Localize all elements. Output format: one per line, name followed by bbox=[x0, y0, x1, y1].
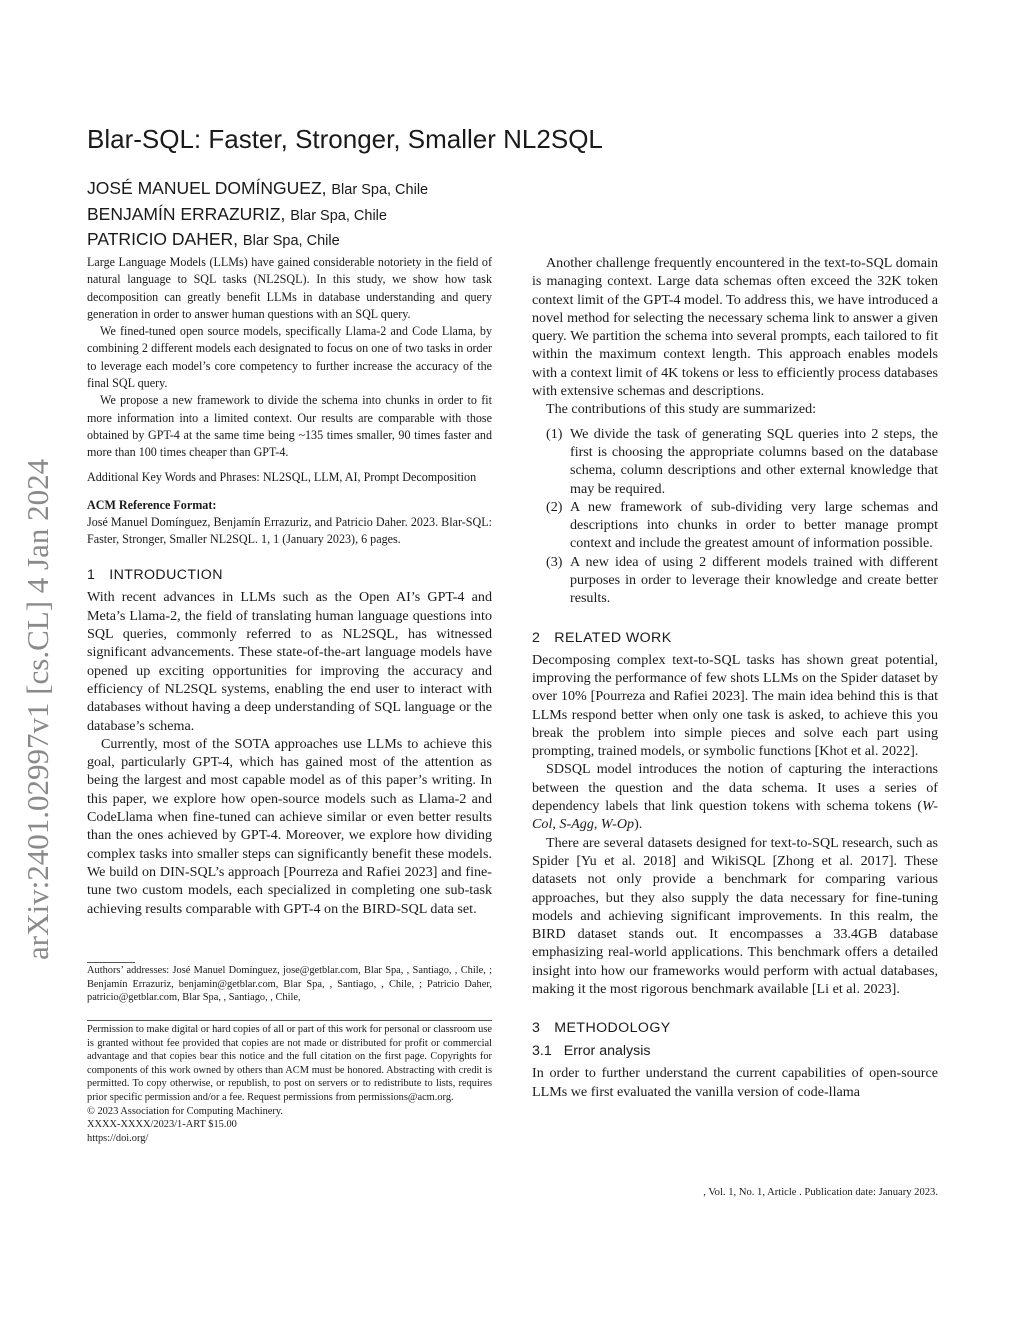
doi-link[interactable]: https://doi.org/ bbox=[87, 1132, 149, 1144]
text-run: ). bbox=[634, 816, 643, 833]
context-paragraph: Another challenge frequently encountered in the text-to-SQL domain is managing context. Large data schemas often exceed the 32K token context limit of the GPT-4 model. To address this, we have introduced a novel method for selecting the necessary schema link to answer a given query. We partition the schema into several prompts, each tailored to fit within the maximum context length. This approach enables models with a context limit of 4K tokens or less to efficiently process databases with extensive schemas and descriptions. bbox=[532, 255, 938, 400]
author-3 bbox=[87, 228, 428, 254]
contribution-item bbox=[532, 425, 938, 498]
acm-reference: José Manuel Domínguez, Benjamín Errazuriz, and Patricio Daher. 2023. Blar-SQL: Faster, Stronger, Smaller NL2SQL. 1, 1 (January 2023), 6 pages. bbox=[87, 514, 492, 547]
text-run: SDSQL model introduces the notion of capturing the interactions between the question and the data schema. It uses a series of dependency labels that link question tokens with schema tokens ( bbox=[532, 761, 938, 815]
author-1 bbox=[87, 177, 428, 203]
item-number: (2) bbox=[546, 498, 563, 515]
permission-rule bbox=[87, 1020, 492, 1021]
section-heading bbox=[87, 567, 492, 583]
text-run: , bbox=[593, 816, 601, 833]
abstract-paragraph-2: We fined-tuned open source models, specifically Llama-2 and Code Llama, by combining 2 different models each designated to focus on one of two tasks in order to leverage each model’s core competency to further increase the accuracy of the final SQL query. bbox=[87, 324, 492, 391]
methodology-paragraph-1: In order to further understand the current capabilities of open-source LLMs we first evaluated the vanilla version of code-llama bbox=[532, 1065, 938, 1100]
item-number: (3) bbox=[546, 553, 563, 570]
section-heading bbox=[532, 1020, 938, 1036]
permission-notice bbox=[87, 1023, 492, 1145]
left-column bbox=[87, 254, 492, 918]
section-heading bbox=[532, 630, 938, 646]
subsection-heading bbox=[532, 1043, 938, 1059]
author-1-affiliation: Blar Spa, Chile bbox=[331, 182, 429, 198]
arxiv-stamp-text: arXiv:2401.02997v1 [cs.CL] 4 Jan 2024 bbox=[20, 458, 55, 960]
contribution-item bbox=[532, 553, 938, 608]
contributions-list bbox=[532, 425, 938, 608]
related-paragraph-1: Decomposing complex text-to-SQL tasks has shown great potential, improving the performance of few shots LLMs on the Spider dataset by over 10% [Pourreza and Rafiei 2023]. The main idea behind this is that LLMs respond better when only one task is asked, to achieve this you break the problem into simple pieces and solve each part using prompting, trained models, or symbolic functions [Khot et al. 2022]. bbox=[532, 651, 938, 760]
acm-reference-heading: ACM Reference Format: bbox=[87, 497, 217, 512]
author-2 bbox=[87, 203, 428, 229]
label-w-op: W-Op bbox=[600, 816, 635, 833]
keywords: Additional Key Words and Phrases: NL2SQL, LLM, AI, Prompt Decomposition bbox=[87, 469, 477, 484]
subsection-number: 3.1 bbox=[532, 1043, 552, 1060]
intro-paragraph-2: Currently, most of the SOTA approaches use LLMs to achieve this goal, particularly GPT-4, which has gained most of the attention as being the largest and most capable model as of this paper’s writing. In this paper, we explore how open-source models such as Llama-2 and CodeLlama when fine-tuned can achieve similar or even better results than the ones achieved by GPT-4. Moreover, we explore how dividing complex tasks into smaller steps can significantly benefit these models. We build on DIN-SQL’s approach [Pourreza and Rafiei 2023] and fine-tune two custom models, each specialized in completing one sub-task achieving results comparable with GPT-4 on the BIRD-SQL data set. bbox=[87, 735, 492, 917]
author-3-name: PATRICIO DAHER, bbox=[87, 229, 239, 250]
item-text: We divide the task of generating SQL queries into 2 steps, the first is choosing the appropriate columns based on the database schema, column descriptions and other external knowledge that may be required. bbox=[570, 425, 938, 497]
section-number: 2 bbox=[532, 629, 541, 646]
item-text: A new framework of sub-dividing very large schemas and descriptions into chunks in order to better manage prompt context and include the greatest amount of information possible. bbox=[570, 498, 938, 552]
item-number: (1) bbox=[546, 425, 563, 442]
related-paragraph-2 bbox=[532, 760, 938, 833]
author-1-name: JOSÉ MANUEL DOMÍNGUEZ, bbox=[87, 178, 327, 198]
item-text: A new idea of using 2 different models trained with different purposes in order to leverage their knowledge and create better results. bbox=[570, 553, 938, 607]
author-2-name: BENJAMÍN ERRAZURIZ, bbox=[87, 203, 286, 224]
abstract bbox=[87, 254, 492, 462]
footnote-rule bbox=[87, 962, 135, 963]
author-addresses: Authors’ addresses: José Manuel Domínguez, jose@getblar.com, Blar Spa, , Santiago, , Chile, ; Benjamín Errazuriz, benjamin@getblar.com, Blar Spa, , Santiago, , Chile, ; Patricio Daher, patricio@getblar.com, Blar Spa, , Santiago, , Chile, bbox=[87, 965, 492, 1004]
label-s-agg: S-Agg bbox=[559, 816, 594, 833]
label-w-col: W-Col bbox=[532, 798, 938, 833]
section-title: METHODOLOGY bbox=[554, 1020, 671, 1037]
section-introduction bbox=[87, 567, 492, 917]
copyright-line: © 2023 Association for Computing Machinery. bbox=[87, 1105, 283, 1117]
section-title: RELATED WORK bbox=[554, 629, 672, 646]
publication-footer: , Vol. 1, No. 1, Article . Publication date: January 2023. bbox=[703, 1187, 938, 1198]
section-methodology bbox=[532, 1020, 938, 1101]
author-2-affiliation: Blar Spa, Chile bbox=[290, 207, 387, 224]
section-number: 3 bbox=[532, 1020, 541, 1037]
paper-title: Blar-SQL: Faster, Stronger, Smaller NL2SQL bbox=[87, 124, 603, 154]
permission-text: Permission to make digital or hard copies of all or part of this work for personal or classroom use is granted without fee provided that copies are not made or distributed for profit or commercial advantage and that copies bear this notice and the full citation on the first page. Copyrights for components of this work owned by others than ACM must be honored. Abstracting with credit is permitted. To copy otherwise, or republish, to post on servers or to redistribute to lists, requires prior specific permission and/or a fee. Request permissions from permissions@acm.org. bbox=[87, 1024, 492, 1103]
section-number: 1 bbox=[87, 567, 96, 584]
author-list bbox=[87, 177, 428, 254]
author-3-affiliation: Blar Spa, Chile bbox=[242, 233, 340, 250]
abstract-paragraph-3: We propose a new framework to divide the schema into chunks in order to fit more information into a limited context. Our results are comparable with those obtained by GPT-4 at the same time being ~135 times smaller, 90 times faster and more than 100 times cheaper than GPT-4. bbox=[87, 393, 492, 460]
text-run: , bbox=[552, 816, 560, 833]
section-related-work bbox=[532, 630, 938, 999]
intro-paragraph-1: With recent advances in LLMs such as the Open AI’s GPT-4 and Meta’s Llama-2, the field of translating human language questions into SQL queries, commonly referred to as NL2SQL, has witnessed significant advancements. These state-of-the-art language models have opened up exciting opportunities for improving the accuracy and efficiency of NL2SQL systems, enabling the end user to interact with databases without having a deep understanding of SQL language or the database’s schema. bbox=[87, 589, 492, 734]
abstract-paragraph-1: Large Language Models (LLMs) have gained considerable notoriety in the field of natural language to SQL tasks (NL2SQL). In this study, we show how task decomposition can greatly benefit LLMs in database understanding and query generation in order to answer human questions with an SQL query. bbox=[87, 255, 492, 321]
right-column bbox=[532, 254, 938, 1101]
contributions-intro: The contributions of this study are summarized: bbox=[546, 401, 817, 418]
issn-line: XXXX-XXXX/2023/1-ART $15.00 bbox=[87, 1119, 237, 1131]
subsection-title: Error analysis bbox=[563, 1043, 651, 1060]
contribution-item bbox=[532, 498, 938, 553]
related-paragraph-3: There are several datasets designed for text-to-SQL research, such as Spider [Yu et al. 2018] and WikiSQL [Zhong et al. 2017]. These datasets not only provide a benchmark for comparing various approaches, but they also supply the data necessary for fine-tuning models and achieving significant improvements. In this realm, the BIRD dataset stands out. It encompasses a 33.4GB database emphasizing real-world applications. This benchmark offers a detailed insight into how our frameworks would perform with actual databases, making it the most rigorous benchmark available [Li et al. 2023]. bbox=[532, 834, 938, 997]
section-title: INTRODUCTION bbox=[109, 567, 223, 584]
